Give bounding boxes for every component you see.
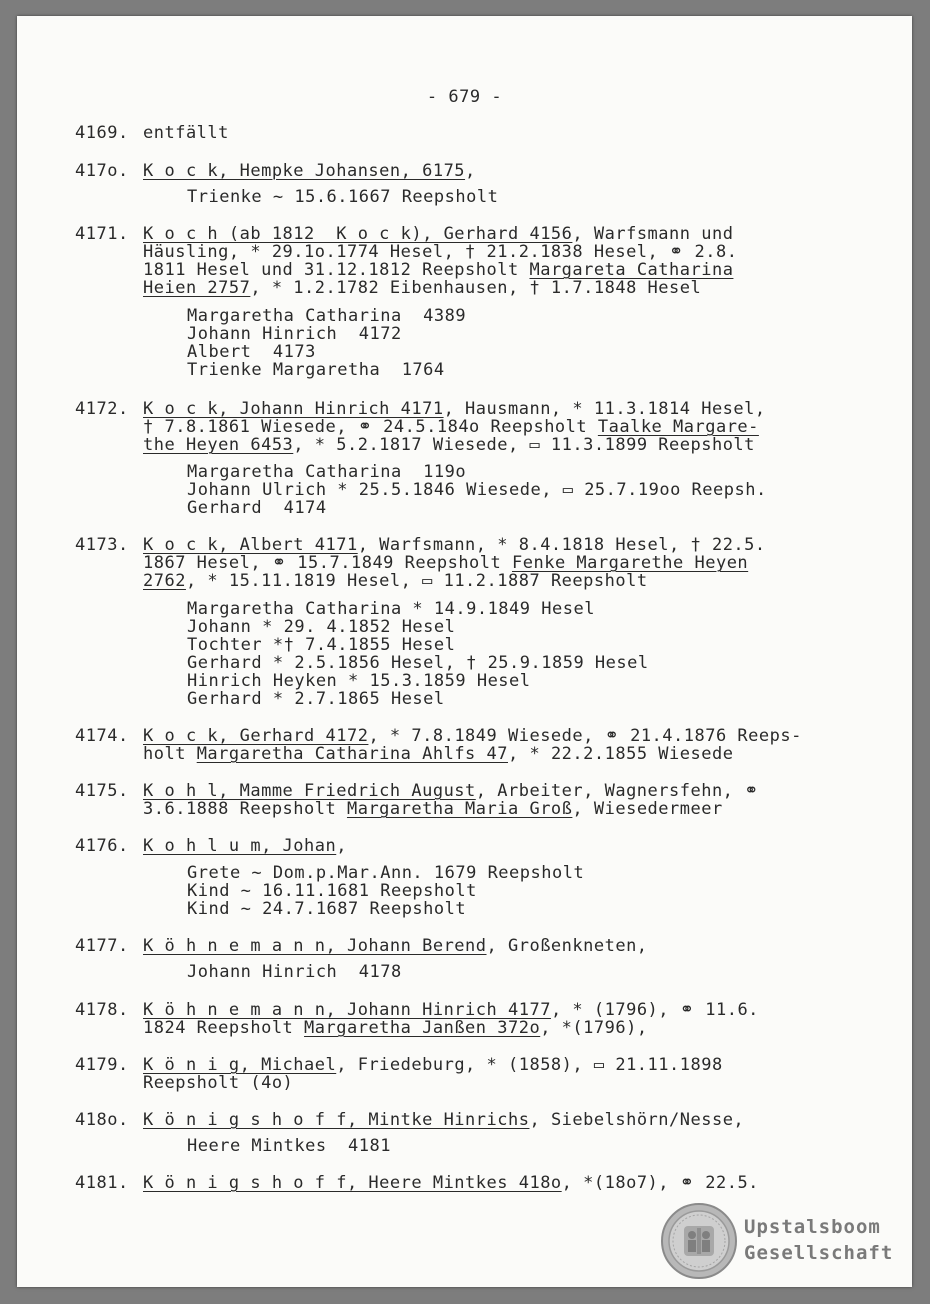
entry-number: 4173.	[75, 535, 129, 555]
child-line: Johann Ulrich * 25.5.1846 Wiesede, ▭ 25.7.19oo Reepsh.	[187, 480, 767, 500]
entry-line: K ö n i g s h o f f, Heere Mintkes 418o, *(18o7), ⚭ 22.5.	[143, 1173, 759, 1193]
entry-line: K o c k, Gerhard 4172, * 7.8.1849 Wiesede, ⚭ 21.4.1876 Reeps-	[143, 726, 802, 746]
spouse-name: the Heyen 6453	[143, 435, 294, 455]
person-name: K ö n i g s h o f f, Heere Mintkes 418o	[143, 1173, 562, 1193]
entry-line: 3.6.1888 Reepsholt Margaretha Maria Groß, Wiesedermeer	[143, 799, 723, 819]
entry-number: 4178.	[75, 1000, 129, 1020]
entry-line: K o c k, Johann Hinrich 4171, Hausmann, * 11.3.1814 Hesel,	[143, 399, 766, 419]
entry-line: 1811 Hesel und 31.12.1812 Reepsholt Margareta Catharina	[143, 260, 734, 280]
person-name: K o c k, Johann Hinrich 4171	[143, 399, 444, 419]
entry-number: 4175.	[75, 781, 129, 801]
entry-line: K o h l, Mamme Friedrich August, Arbeiter, Wagnersfehn, ⚭	[143, 781, 759, 801]
child-line: Margaretha Catharina * 14.9.1849 Hesel	[187, 599, 595, 619]
brand-line-1: Upstalsboom	[744, 1216, 881, 1238]
spouse-name: Fenke Margarethe Heyen	[512, 553, 749, 573]
spouse-name: Margaretha Catharina Ahlfs 47	[196, 744, 508, 764]
child-line: Gerhard * 2.7.1865 Hesel	[187, 689, 445, 709]
entry-line: Häusling, * 29.1o.1774 Hesel, † 21.2.1838 Hesel, ⚭ 2.8.	[143, 242, 738, 262]
entry-line: K ö n i g, Michael, Friedeburg, * (1858), ▭ 21.11.1898	[143, 1055, 723, 1075]
child-line: Gerhard 4174	[187, 498, 327, 518]
entry-number: 418o.	[75, 1110, 129, 1130]
brand-line-2: Gesellschaft	[744, 1242, 894, 1264]
person-name: K o c k, Hempke Johansen, 6175	[143, 161, 466, 181]
spouse-name: 2762	[143, 571, 186, 591]
entry-text: entfällt	[143, 123, 229, 143]
entry-number: 4172.	[75, 399, 129, 419]
entry-number: 4169.	[75, 123, 129, 143]
child-line: Kind ~ 16.11.1681 Reepsholt	[187, 881, 477, 901]
entry-line: the Heyen 6453, * 5.2.1817 Wiesede, ▭ 11.3.1899 Reepsholt	[143, 435, 755, 455]
spouse-name: Taalke Margare-	[597, 417, 759, 437]
child-line: Albert 4173	[187, 342, 316, 362]
spouse-name: Margaretha Janßen 372o	[304, 1018, 541, 1038]
person-name: K o c k, Albert 4171	[143, 535, 358, 555]
child-line: Heere Mintkes 4181	[187, 1136, 391, 1156]
entry-line: K o h l u m, Johan,	[143, 836, 347, 856]
person-name: K ö n i g s h o f f, Mintke Hinrichs	[143, 1110, 530, 1130]
entry-line: K ö h n e m a n n, Johann Berend, Großenkneten,	[143, 936, 648, 956]
child-line: Trienke Margaretha 1764	[187, 360, 445, 380]
entry-number: 4181.	[75, 1173, 129, 1193]
child-line: Kind ~ 24.7.1687 Reepsholt	[187, 899, 467, 919]
entry-line: K o c h (ab 1812 K o c k), Gerhard 4156, Warfsmann und	[143, 224, 734, 244]
child-line: Gerhard * 2.5.1856 Hesel, † 25.9.1859 Hesel	[187, 653, 649, 673]
entry-number: 4171.	[75, 224, 129, 244]
entry-line: 2762, * 15.11.1819 Hesel, ▭ 11.2.1887 Reepsholt	[143, 571, 648, 591]
person-name: K o c h (ab 1812 K o c k), Gerhard 4156	[143, 224, 573, 244]
entry-number: 4176.	[75, 836, 129, 856]
entry-number: 4174.	[75, 726, 129, 746]
entry-line: † 7.8.1861 Wiesede, ⚭ 24.5.184o Reepsholt Taalke Margare-	[143, 417, 759, 437]
child-line: Johann Hinrich 4172	[187, 324, 402, 344]
entry-number: 4177.	[75, 936, 129, 956]
entry-line: holt Margaretha Catharina Ahlfs 47, * 22.2.1855 Wiesede	[143, 744, 734, 764]
child-line: Margaretha Catharina 4389	[187, 306, 467, 326]
child-line: Tochter *† 7.4.1855 Hesel	[187, 635, 456, 655]
person-name: K ö n i g, Michael	[143, 1055, 337, 1075]
spouse-name: Margaretha Maria Groß	[346, 799, 573, 819]
child-line: Hinrich Heyken * 15.3.1859 Hesel	[187, 671, 531, 691]
document-page	[17, 16, 912, 1287]
child-line: Trienke ~ 15.6.1667 Reepsholt	[187, 187, 499, 207]
child-line: Johann * 29. 4.1852 Hesel	[187, 617, 456, 637]
society-seal-icon	[660, 1202, 738, 1280]
entry-line: K o c k, Albert 4171, Warfsmann, * 8.4.1818 Hesel, † 22.5.	[143, 535, 766, 555]
child-line: Grete ~ Dom.p.Mar.Ann. 1679 Reepsholt	[187, 863, 585, 883]
entry-line: Heien 2757, * 1.2.1782 Eibenhausen, † 1.7.1848 Hesel	[143, 278, 702, 298]
entry-line: K o c k, Hempke Johansen, 6175,	[143, 161, 476, 181]
spouse-name: Heien 2757	[143, 278, 251, 298]
entry-line: 1824 Reepsholt Margaretha Janßen 372o, *(1796),	[143, 1018, 648, 1038]
page-number: - 679 -	[426, 87, 503, 107]
child-line: Margaretha Catharina 119o	[187, 462, 467, 482]
entry-number: 417o.	[75, 161, 129, 181]
entry-line: K ö n i g s h o f f, Mintke Hinrichs, Siebelshörn/Nesse,	[143, 1110, 745, 1130]
person-name: K o h l, Mamme Friedrich August	[143, 781, 476, 801]
entry-line: 1867 Hesel, ⚭ 15.7.1849 Reepsholt Fenke Margarethe Heyen	[143, 553, 749, 573]
entry-line: Reepsholt (4o)	[143, 1073, 294, 1093]
person-name: K o c k, Gerhard 4172	[143, 726, 369, 746]
child-line: Johann Hinrich 4178	[187, 962, 402, 982]
person-name: K ö h n e m a n n, Johann Berend	[143, 936, 487, 956]
person-name: K ö h n e m a n n, Johann Hinrich 4177	[143, 1000, 551, 1020]
spouse-name: Margareta Catharina	[529, 260, 734, 280]
entry-line: K ö h n e m a n n, Johann Hinrich 4177, * (1796), ⚭ 11.6.	[143, 1000, 759, 1020]
person-name: K o h l u m, Johan	[143, 836, 337, 856]
entry-number: 4179.	[75, 1055, 129, 1075]
